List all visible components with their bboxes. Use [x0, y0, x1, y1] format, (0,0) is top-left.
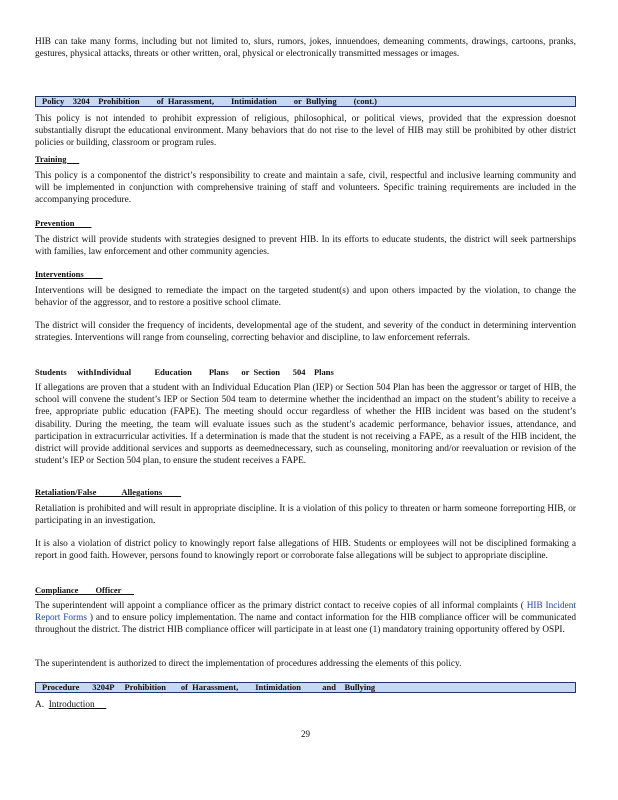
paragraph-expression: This policy is not intended to prohibit expression of religious, philosophical, or political views, provided that the expression doesnot substantially disrupt the educational environment. Many behaviors that do not rise to the level of HIB may still be prohibited by other district policies or building, classroom or program rules. [35, 114, 576, 149]
interventions-heading: Interventions [35, 269, 103, 279]
compliance-paragraph-2: The superintendent is authorized to direct the implementation of procedures addressing the elements of this policy. [35, 659, 462, 669]
prevention-paragraph: The district will provide students with strategies designed to prevent HIB. In its efforts to educate students, the district will seek partnerships with families, law enforcement and other community agencies. [35, 235, 576, 258]
page-number: 29 [301, 729, 310, 739]
interventions-paragraph-1: Interventions will be designed to remediate the impact on the targeted student(s) and upon others impacted by the violation, to change the behavior of the aggressor, and to restore a positive school climate. [35, 286, 576, 309]
paragraph-hib-forms: HIB can take many forms, including but not limited to, slurs, rumors, jokes, innuendoes, demeaning comments, drawings, cartoons, pranks, gestures, physical attacks, threats or other written, oral, physical or electronically transmitted messages or images. [35, 37, 576, 60]
introduction-heading: A. Introduction [35, 700, 107, 710]
interventions-paragraph-2: The district will consider the frequency of incidents, developmental age of the student, and severity of the conduct in determining intervention strategies. Interventions will range from counseling, correcting behavior and discipline, to law enforcement referrals. [35, 321, 576, 344]
procedure-3204p-banner: Procedure 3204P Prohibition of Harassment, Intimidation and Bullying [35, 682, 576, 693]
training-heading: Training [35, 154, 80, 164]
students-iep-heading: Students withIndividual Education Plans or Section 504 Plans [35, 367, 334, 377]
students-iep-paragraph: If allegations are proven that a student with an Individual Education Plan (IEP) or Section 504 Plan has been the aggressor or target of HIB, the school will convene the student’s IEP or Section 504 team to determine whether the incidenthad an impact on the student’s ability to receive a free, appropriate public education (FAPE). The meeting should occur regardless of whether the HIB incident was based on the student’s disability. During the meeting, the team will evaluate issues such as the student’s academic performance, behavior issues, attendance, and participation in extracurricular activities. If a determination is made that the student is not receiving a FAPE, as a result of the HIB incident, the district will provide additional services and supports as deemednecessary, such as counseling, monitoring and/or reevaluation or revision of the student’s IEP or Section 504 plan, to ensure the student receives a FAPE. [35, 383, 576, 467]
retaliation-paragraph-2: It is also a violation of district policy to knowingly report false allegations of HIB. Students or employees will not be disciplined formaking a report in good faith. However, persons found to knowingly report or corroborate false allegations will be subject to appropriate discipline. [35, 539, 576, 562]
compliance-heading: Compliance Officer [35, 585, 134, 595]
hib-incident-report-forms-link[interactable]: HIB Incident Report Forms [35, 601, 576, 624]
compliance-paragraph-1: The superintendent will appoint a compliance officer as the primary district contact to receive copies of all informal complaints ( HIB Incident Report Forms ) and to ensure policy implementation. The name and contact information for the HIB compliance officer will be communicated throughout the district. The district HIB compliance officer will participate in at least one (1) mandatory training opportunity offered by OSPI. [35, 601, 577, 636]
retaliation-paragraph-1: Retaliation is prohibited and will result in appropriate discipline. It is a violation of this policy to threaten or harm someone forreporting HIB, or participating in an investigation. [35, 504, 576, 527]
policy-3204-banner: Policy 3204 Prohibition of Harassment, Intimidation or Bullying (cont.) [35, 96, 576, 107]
prevention-heading: Prevention [35, 218, 92, 228]
retaliation-heading: Retaliation/False Allegations [35, 487, 182, 497]
training-paragraph: This policy is a componentof the district’s responsibility to create and maintain a safe, civil, respectful and inclusive learning community and will be implemented in conjunction with comprehensive training of staff and volunteers. Specific training requirements are included in the accompanying procedure. [35, 171, 576, 206]
